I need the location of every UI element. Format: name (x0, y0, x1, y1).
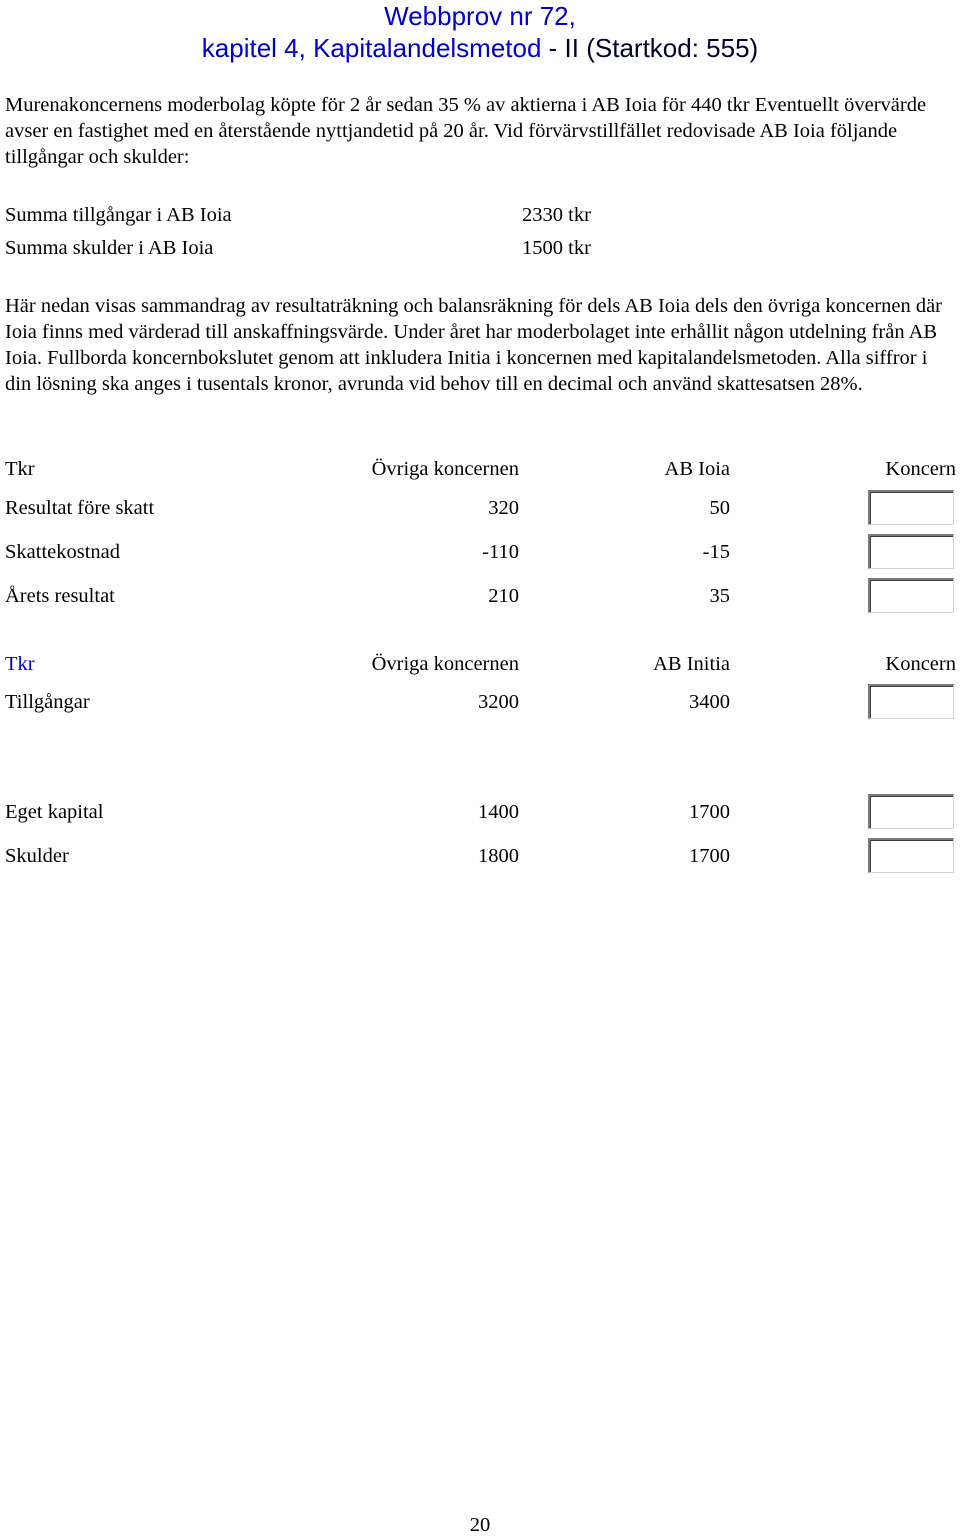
income-header-koncern: Koncern (885, 458, 956, 480)
page-number: 20 (469, 1514, 491, 1536)
balance-row-ovriga: 1800 (478, 845, 519, 867)
balance-header-tkr: Tkr (5, 653, 35, 675)
balance-row-ab: 1700 (689, 845, 730, 867)
balance-header-ovriga: Övriga koncernen (371, 653, 519, 675)
balance-row-ovriga: 1400 (478, 801, 519, 823)
summary-liabilities-value: 1500 tkr (522, 237, 591, 259)
summary-assets-label: Summa tillgångar i AB Ioia (5, 204, 232, 226)
balance-row-ab: 1700 (689, 801, 730, 823)
balance-header-ab: AB Initia (653, 653, 730, 675)
koncern-eget-kapital-input[interactable] (868, 794, 954, 829)
page-title-line1: Webbprov nr 72, (384, 1, 576, 31)
koncern-arets-resultat-input[interactable] (868, 578, 954, 613)
koncern-skulder-input[interactable] (868, 838, 954, 873)
income-row-ab: 35 (709, 585, 730, 607)
income-header-ovriga: Övriga koncernen (371, 458, 519, 480)
intro-paragraph: Murenakoncernens moderbolag köpte för 2 år sedan 35 % av aktierna i AB Ioia för 440 tkr Eventuellt övervärde avser en fastighet med en återstående nyttjandetid på 20 år. Vid förvärvstillfället redovisade AB Ioia följande tillgångar och skulder: (5, 94, 927, 168)
income-header-ab: AB Ioia (664, 458, 730, 480)
title-startcode: - II (Startkod: 555) (541, 33, 759, 63)
balance-header-koncern: Koncern (885, 653, 956, 675)
income-row-label: Skattekostnad (5, 541, 121, 563)
income-row-label: Resultat före skatt (5, 497, 155, 519)
balance-row-ab: 3400 (689, 691, 730, 713)
balance-row-ovriga: 3200 (478, 691, 519, 713)
income-row-ab: -15 (702, 541, 730, 563)
balance-row-label: Eget kapital (5, 801, 104, 823)
koncern-resultat-fore-skatt-input[interactable] (868, 490, 954, 525)
income-row-label: Årets resultat (5, 585, 115, 607)
title-chapter: kapitel 4, Kapitalandelsmetod (201, 33, 542, 63)
income-row-ovriga: 320 (488, 497, 519, 519)
koncern-tillgangar-input[interactable] (868, 684, 954, 719)
summary-liabilities-label: Summa skulder i AB Ioia (5, 237, 214, 259)
page-title-line2 (0, 32, 960, 64)
instructions-paragraph: Här nedan visas sammandrag av resultaträkning och balansräkning för dels AB Ioia dels den övriga koncernen där Ioia finns med värderad till anskaffningsvärde. Under året har moderbolaget inte erhållit någon utdelning från AB Ioia. Fullborda koncernbokslutet genom att inkludera Initia i koncernen med kapitalandelsmetoden. Alla siffror i din lösning ska anges i tusentals kronor, avrunda vid behov till en decimal och använd skattesatsen 28%. (5, 295, 943, 395)
summary-assets-value: 2330 tkr (522, 204, 591, 226)
income-row-ab: 50 (709, 497, 730, 519)
income-row-ovriga: 210 (488, 585, 519, 607)
income-row-ovriga: -110 (482, 541, 519, 563)
koncern-skattekostnad-input[interactable] (868, 534, 954, 569)
income-header-tkr: Tkr (5, 458, 35, 480)
balance-row-label: Tillgångar (5, 691, 90, 713)
balance-row-label: Skulder (5, 845, 69, 867)
